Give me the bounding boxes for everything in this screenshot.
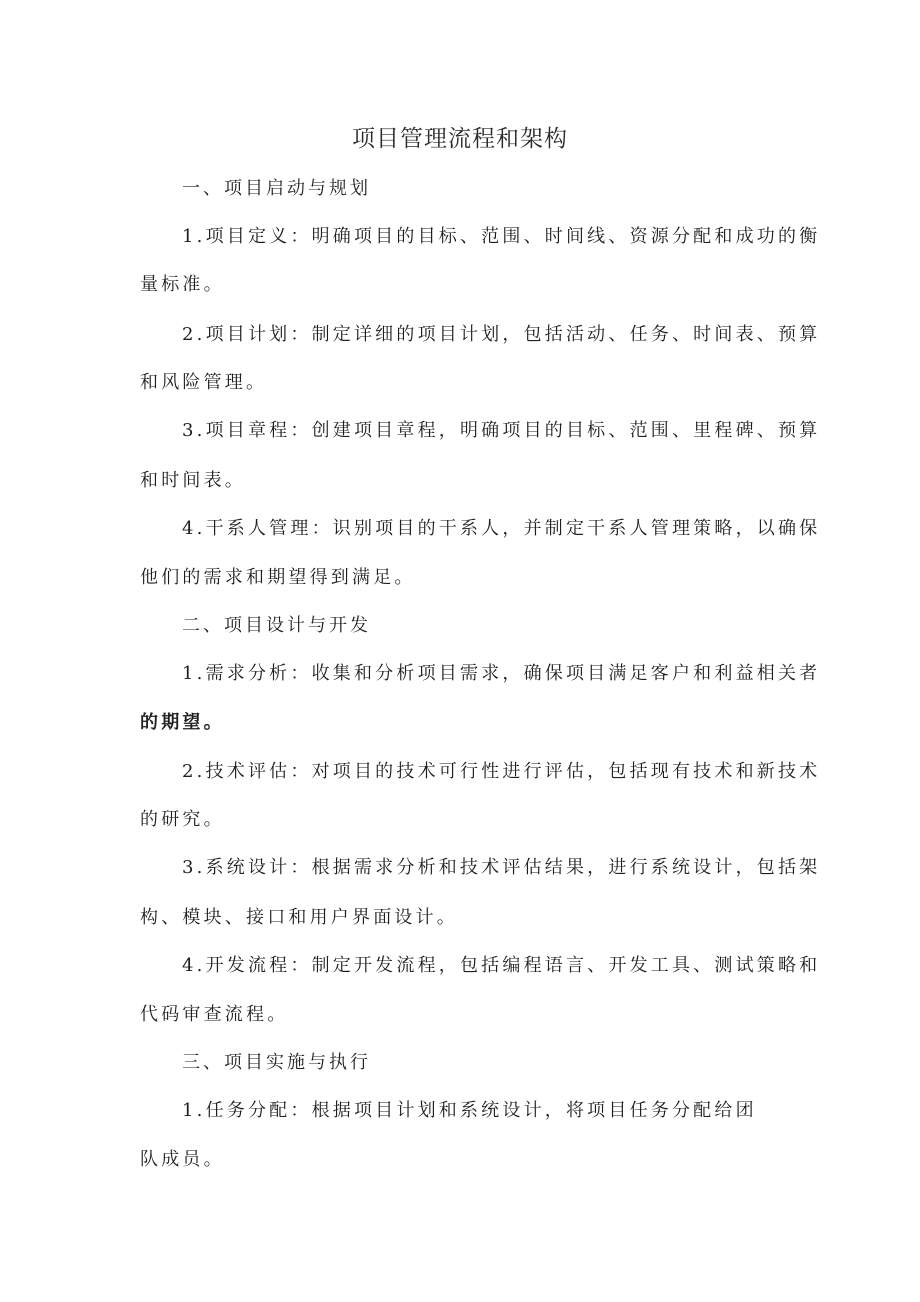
paragraph-line: 2.项目计划：制定详细的项目计划，包括活动、任务、时间表、预算 (182, 324, 821, 345)
paragraph-line: 他们的需求和期望得到满足。 (140, 567, 416, 588)
section-heading-2: 二、项目设计与开发 (182, 615, 371, 636)
paragraph-line: 4.干系人管理：识别项目的干系人，并制定干系人管理策略，以确保 (182, 518, 821, 539)
paragraph-line: 2.技术评估：对项目的技术可行性进行评估，包括现有技术和新技术 (182, 761, 821, 782)
document-title: 项目管理流程和架构 (352, 126, 568, 152)
paragraph-line: 和风险管理。 (140, 372, 268, 393)
section-heading-1: 一、项目启动与规划 (182, 178, 371, 199)
paragraph-line: 队成员。 (140, 1149, 225, 1170)
paragraph-line: 代码审查流程。 (140, 1004, 289, 1025)
paragraph-line: 量标准。 (140, 274, 225, 295)
paragraph-line: 4.开发流程：制定开发流程，包括编程语言、开发工具、测试策略和 (182, 955, 821, 976)
paragraph-line: 的研究。 (140, 809, 225, 830)
section-heading-3: 三、项目实施与执行 (182, 1052, 371, 1073)
paragraph-line: 1.任务分配：根据项目计划和系统设计，将项目任务分配给团 (182, 1100, 757, 1121)
paragraph-line: 和时间表。 (140, 470, 246, 491)
paragraph-line: 1.需求分析：收集和分析项目需求，确保项目满足客户和利益相关者 (182, 663, 821, 684)
paragraph-line: 的期望。 (140, 712, 225, 733)
paragraph-line: 构、模块、接口和用户界面设计。 (140, 907, 458, 928)
paragraph-line: 3.项目章程：创建项目章程，明确项目的目标、范围、里程碑、预算 (182, 420, 821, 441)
paragraph-line: 3.系统设计：根据需求分析和技术评估结果，进行系统设计，包括架 (182, 857, 821, 878)
paragraph-line: 1.项目定义：明确项目的目标、范围、时间线、资源分配和成功的衡 (182, 226, 821, 247)
